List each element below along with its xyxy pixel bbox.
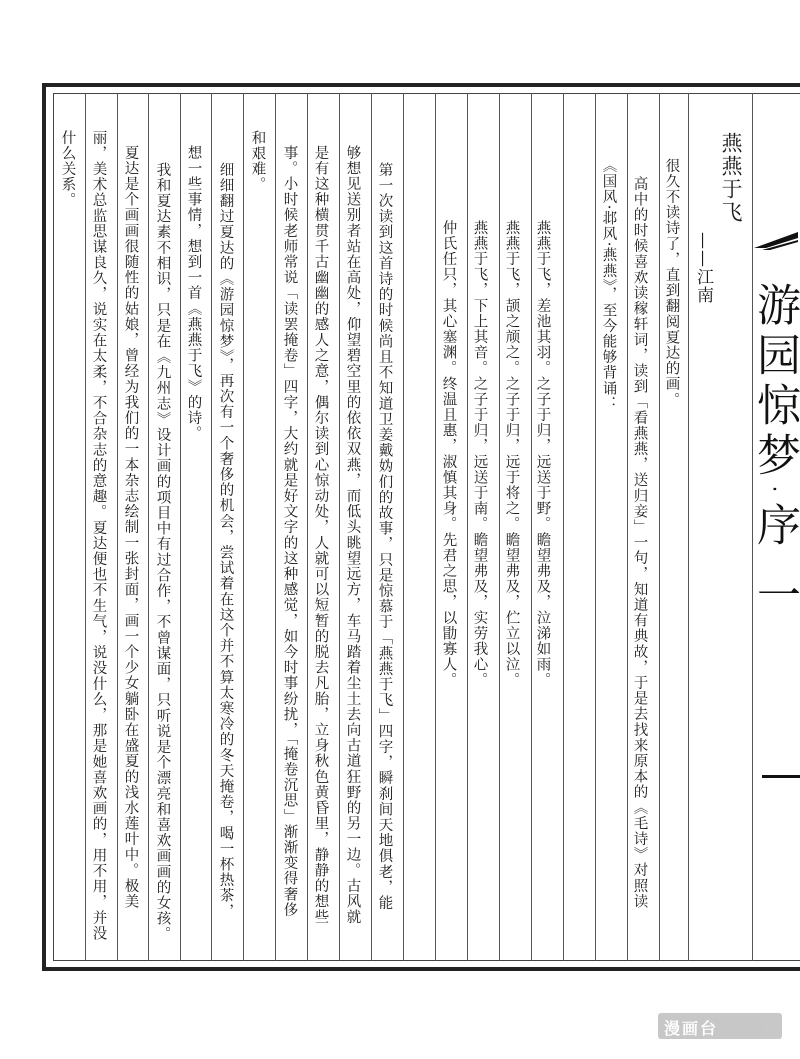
column-rule [211, 93, 212, 961]
column-rule [403, 93, 404, 961]
title-underline [762, 775, 800, 778]
column-rule [531, 93, 532, 961]
text-column: 燕燕于飞，下上其音。之子于归，远送于南。瞻望弗及，实劳我心。 [471, 220, 488, 688]
poem-heading: 燕燕于飞 [719, 132, 743, 224]
text-column: 够想见送别者站在高处，仰望碧空里的依依双燕，而低头眺望远方，车马踏着尘土去向古道狂野的另一边。古风就 [344, 145, 361, 925]
text-column: 高中的时候喜欢读稼轩词，读到「看燕燕，送归妾」一句，知道有典故，于是去找来原本的《毛诗》对照读 [631, 176, 648, 910]
column-rule [117, 93, 118, 961]
text-column: 我和夏达素不相识，只是在《九州志》设计画的项目中有过合作，不曾谋面，只听说是个漂亮和喜欢画画的女孩。 [154, 162, 171, 942]
text-column: 《国风·邶风·燕燕》，至今能够背诵： [600, 158, 617, 412]
chapter-title-block [749, 210, 800, 810]
watermark-logo [658, 1013, 782, 1039]
text-column: 燕燕于飞，差池其羽。之子于归，远送于野。瞻望弗及，泣涕如雨。 [534, 220, 551, 688]
text-column: 什么关系。 [59, 130, 76, 208]
column-rule [275, 93, 276, 961]
column-rule [243, 93, 244, 961]
column-rule [659, 93, 660, 961]
column-rule [339, 93, 340, 961]
column-rule [467, 93, 468, 961]
column-rule [595, 93, 596, 961]
column-rule [371, 93, 372, 961]
column-rule [148, 93, 149, 961]
text-column: 和艰难。 [249, 130, 266, 193]
column-rule [563, 93, 564, 961]
text-column: 夏达是个画画很随性的姑娘，曾经为我们的一本杂志绘制一张封面，画一个少女躺卧在盛夏的浅水莲叶中。极美 [122, 145, 139, 910]
column-rule [627, 93, 628, 961]
column-rule [85, 93, 86, 961]
text-column: 想一些事情，想到一首《燕燕于飞》的诗。 [185, 145, 202, 442]
text-column: 燕燕于飞，颉之颃之。之子于归，远于将之。瞻望弗及，伫立以泣。 [503, 220, 520, 688]
text-column: 丽，美术总监思谋良久，说实在太柔，不合杂志的意趣。夏达便也不生气，说没什么，那是她喜欢画的，用不用，并没 [90, 130, 107, 942]
watermark-text: 漫画台 [664, 1019, 719, 1038]
text-column: 仲氏任只，其心塞渊。终温且惠，淑慎其身。先君之思，以勖寡人。 [440, 220, 457, 688]
text-column: 是有这种横贯千古幽幽的感人之意，偶尔读到心惊动处，人就可以短暂的脱去凡胎，立身秋色黄昏里，静静的想些 [312, 145, 329, 925]
chapter-title: 游园惊梦·序 一 [749, 282, 800, 622]
text-column: 很久不读诗了，直到翻阅夏达的画。 [663, 158, 680, 408]
title-ornament-icon [752, 228, 800, 252]
column-rule [499, 93, 500, 961]
column-rule [307, 93, 308, 961]
author-line: ——江南 [693, 232, 713, 304]
column-rule [435, 93, 436, 961]
column-rule [180, 93, 181, 961]
column-rule [688, 93, 689, 961]
text-column: 事。小时候老师常说「读罢掩卷」四字，大约就是好文字的这种感觉，如今时事纷扰，「掩卷沉思」渐渐变得奢侈 [281, 145, 298, 918]
text-column: 细细翻过夏达的《游园惊梦》，再次有一个奢侈的机会，尝试着在这个并不算太寒冷的冬天掩卷，喝一杯热茶， [217, 162, 234, 920]
text-column: 第一次读到这首诗的时候尚且不知道卫姜戴妫们的故事，只是惊慕于「燕燕于飞」四字，瞬刹间天地俱老，能 [376, 162, 393, 911]
